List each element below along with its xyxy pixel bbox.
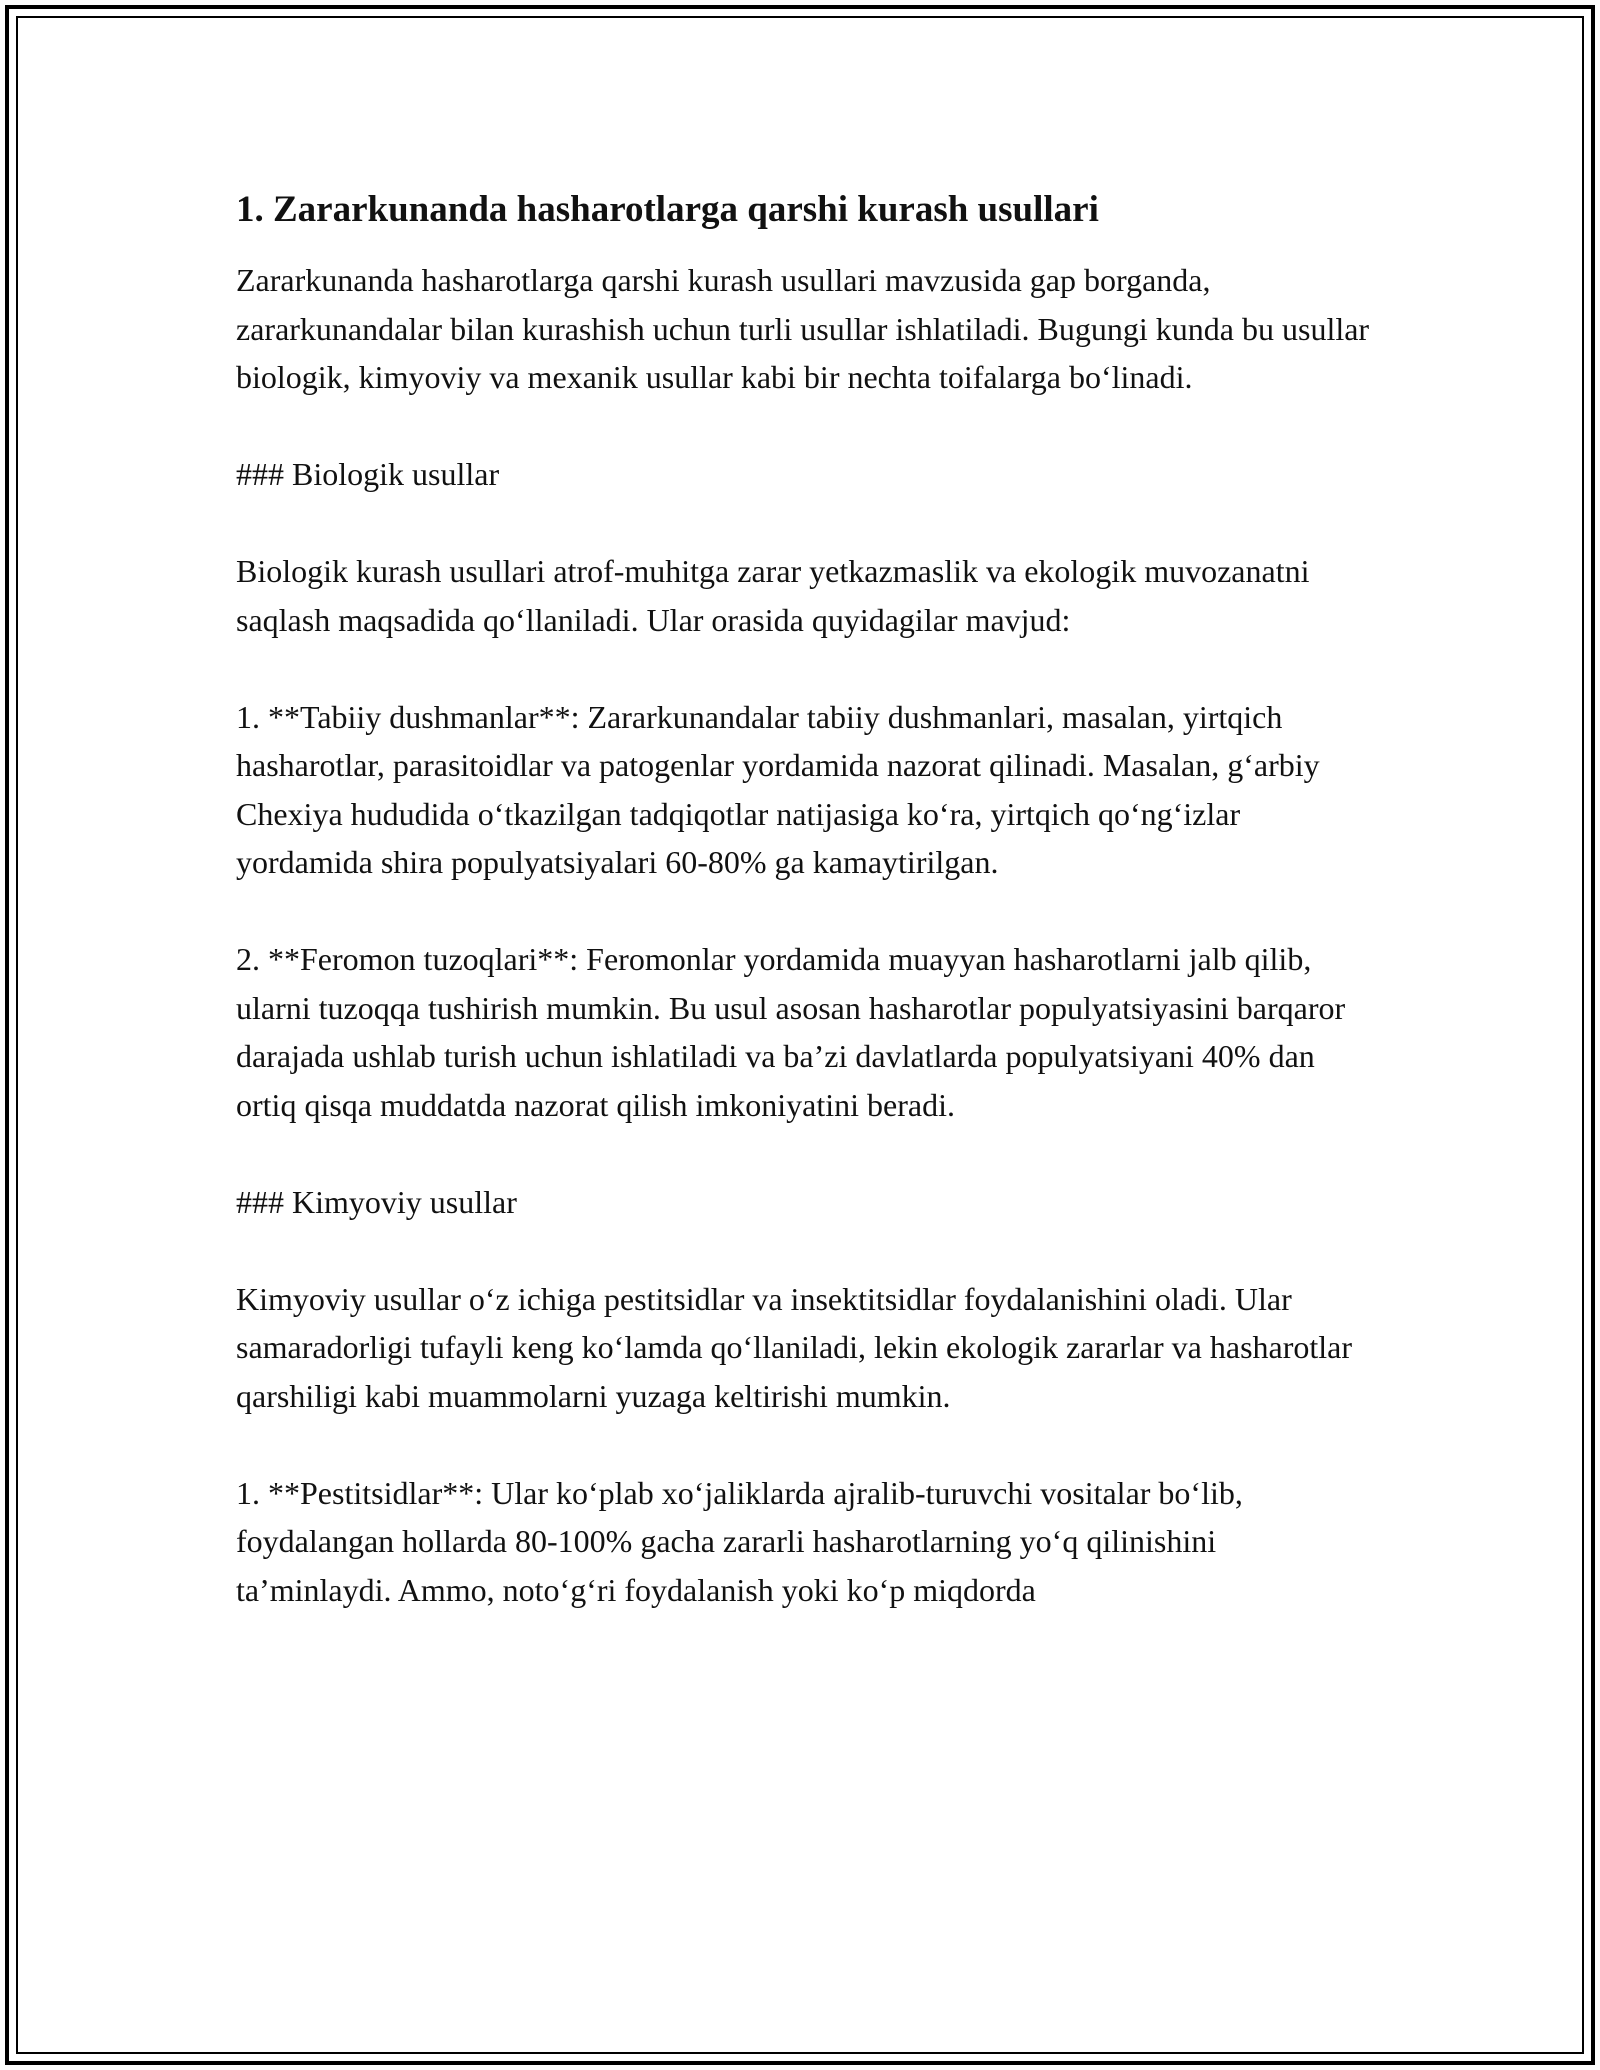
biologik-intro-paragraph: Biologik kurash usullari atrof-muhitga zarar yetkazmaslik va ekologik muvozanatni saqlash maqsadida qo‘llaniladi. Ular orasida quyidagilar mavjud: bbox=[236, 553, 1310, 638]
document-body bbox=[236, 186, 1376, 1614]
list-item-pestitsidlar: 1. **Pestitsidlar**: Ular ko‘plab xo‘jaliklarda ajralib-turuvchi vositalar bo‘lib, foydalangan hollarda 80-100% gacha zararli hasharotlarning yo‘q qilinishini ta’minlaydi. Ammo, noto‘g‘ri foydalanish yoki ko‘p miqdorda bbox=[236, 1474, 1243, 1608]
document-title: 1. Zararkunanda hasharotlarga qarshi kurash usullari bbox=[236, 189, 1099, 230]
list-item-tabiiy-dushmanlar: 1. **Tabiiy dushmanlar**: Zararkunandalar tabiiy dushmanlari, masalan, yirtqich hasharotlar, parasitoidlar va patogenlar yordamida nazorat qilinadi. Masalan, g‘arbiy Chexiya hududida o‘tkazilgan tadqiqotlar natijasiga ko‘ra, yirtqich qo‘ng‘izlar yordamida shira populyatsiyalari 60-80% ga kamaytirilgan. bbox=[236, 698, 1320, 880]
section-heading-kimyoviy: ### Kimyoviy usullar bbox=[236, 1183, 517, 1220]
intro-paragraph: Zararkunanda hasharotlarga qarshi kurash usullari mavzusida gap borganda, zararkunandalar bilan kurashish uchun turli usullar ishlatiladi. Bugungi kunda bu usullar biologik, kimyoviy va mexanik usullar kabi bir nechta toifalarga bo‘linadi. bbox=[236, 262, 1370, 395]
list-item-feromon-tuzoqlari: 2. **Feromon tuzoqlari**: Feromonlar yordamida muayyan hasharotlarni jalb qilib, ularni tuzoqqa tushirish mumkin. Bu usul asosan hasharotlar populyatsiyasini barqaror darajada ushlab turish uchun ishlatiladi va ba’zi davlatlarda populyatsiyani 40% dan ortiq qisqa muddatda nazorat qilish imkoniyatini beradi. bbox=[236, 941, 1346, 1123]
section-heading-biologik: ### Biologik usullar bbox=[236, 456, 500, 492]
kimyoviy-intro-paragraph: Kimyoviy usullar o‘z ichiga pestitsidlar va insektitsidlar foydalanishini oladi. Ular samaradorligi tufayli keng ko‘lamda qo‘llaniladi, lekin ekologik zararlar va hasharotlar qarshiligi kabi muammolarni yuzaga keltirishi mumkin. bbox=[236, 1280, 1353, 1414]
